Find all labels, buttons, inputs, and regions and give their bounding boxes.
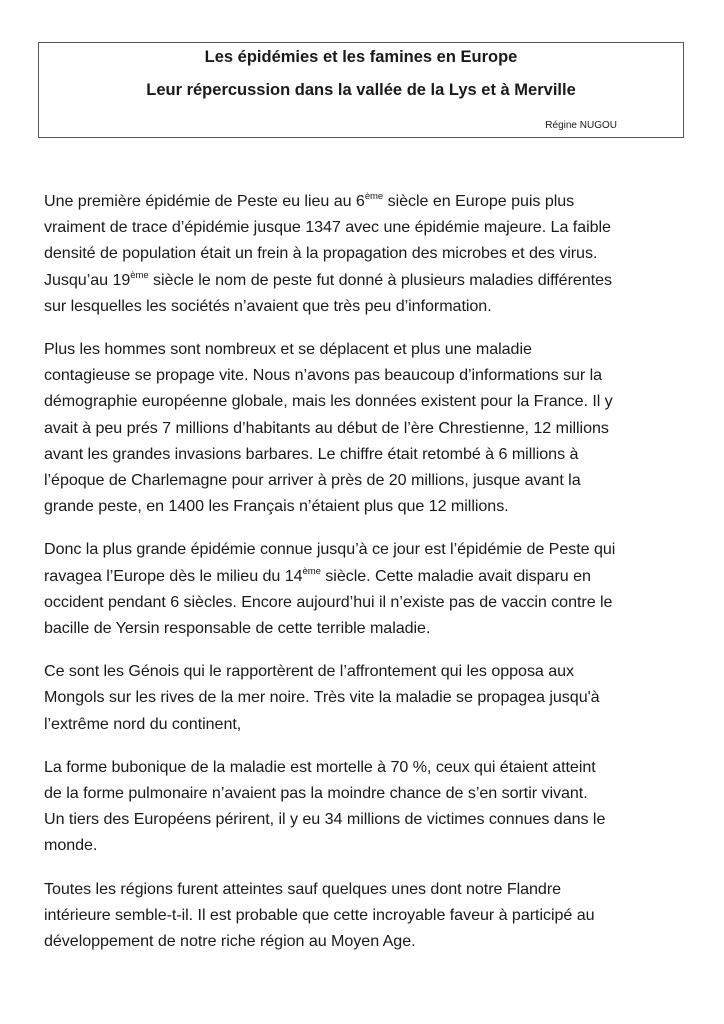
document-title: Les épidémies et les famines en Europe [204,48,518,66]
text-line: de la forme pulmonaire n’avaient pas la moindre chance de s’en sortir vivant. [44,784,588,803]
text-line: intérieure semble-t-il. Il est probable que cette incroyable faveur à participé au [44,905,595,924]
text-line: Mongols sur les rives de la mer noire. Très vite la maladie se propagea jusqu'à [44,688,600,707]
text-run: siècle le nom de peste fut donné à plusieurs maladies différentes [148,270,612,289]
text-run: ravagea l’Europe dès le milieu du 14 [44,566,303,585]
text-line: Toutes les régions furent atteintes sauf quelques unes dont notre Flandre [44,879,562,898]
text-line: démographie européenne globale, mais les données existent pour la France. Il y [44,392,613,411]
text-line: l’extrême nord du continent, [44,714,242,733]
text-line [44,563,690,589]
paragraph-2 [44,336,690,519]
text-run: Jusqu’au 19 [44,270,131,289]
text-line: l’époque de Charlemagne pour arriver à près de 20 millions, jusque avant la [44,471,581,490]
superscript: ème [364,191,384,202]
text-line: contagieuse se propage vite. Nous n’avons pas beaucoup d’informations sur la [44,366,603,385]
header-box [38,42,684,138]
author-name: Régine NUGOU [545,120,617,131]
text-line [44,267,690,293]
paragraph-5 [44,754,690,859]
text-run: Une première épidémie de Peste eu lieu au 6 [44,192,365,210]
text-line: monde. [44,836,98,855]
text-line: vraiment de trace d’épidémie jusque 1347 avec une épidémie majeure. La faible [44,218,611,237]
text-line: Un tiers des Européens périrent, il y eu 34 millions de victimes connues dans le [44,810,606,829]
text-line [44,188,690,214]
document-subtitle: Leur répercussion dans la vallée de la Lys et à Merville [146,81,576,99]
text-line: Donc la plus grande épidémie connue jusqu’à ce jour est l’épidémie de Peste qui [44,540,616,559]
text-line: La forme bubonique de la maladie est mortelle à 70 %, ceux qui étaient atteint [44,757,596,776]
text-line: grande peste, en 1400 les Français n’étaient plus que 12 millions. [44,497,509,516]
text-line: développement de notre riche région au Moyen Age. [44,932,416,951]
text-line: densité de population était un frein à la propagation des microbes et des virus. [44,244,598,263]
text-line: avait à peu prés 7 millions d’habitants au début de l’ère Chrestienne, 12 millions [44,418,609,437]
text-line: sur lesquelles les sociétés n’avaient que très peu d’information. [44,296,492,315]
paragraph-3 [44,536,690,641]
text-run: siècle en Europe puis plus [383,192,575,210]
text-line: avant les grandes invasions barbares. Le chiffre était retombé à 6 millions à [44,444,579,463]
text-line: Ce sont les Génois qui le rapportèrent de l’affrontement qui les opposa aux [44,662,575,681]
document-body [44,188,690,971]
paragraph-6 [44,876,690,955]
text-run: siècle. Cette maladie avait disparu en [320,566,591,585]
text-line: bacille de Yersin responsable de cette terrible maladie. [44,619,431,638]
superscript: ème [302,565,321,577]
superscript: ème [130,269,149,281]
paragraph-1 [44,188,690,319]
paragraph-4 [44,658,690,737]
text-line: occident pendant 6 siècles. Encore aujourd’hui il n’existe pas de vaccin contre le [44,592,613,611]
text-line: Plus les hommes sont nombreux et se déplacent et plus une maladie [44,340,532,359]
